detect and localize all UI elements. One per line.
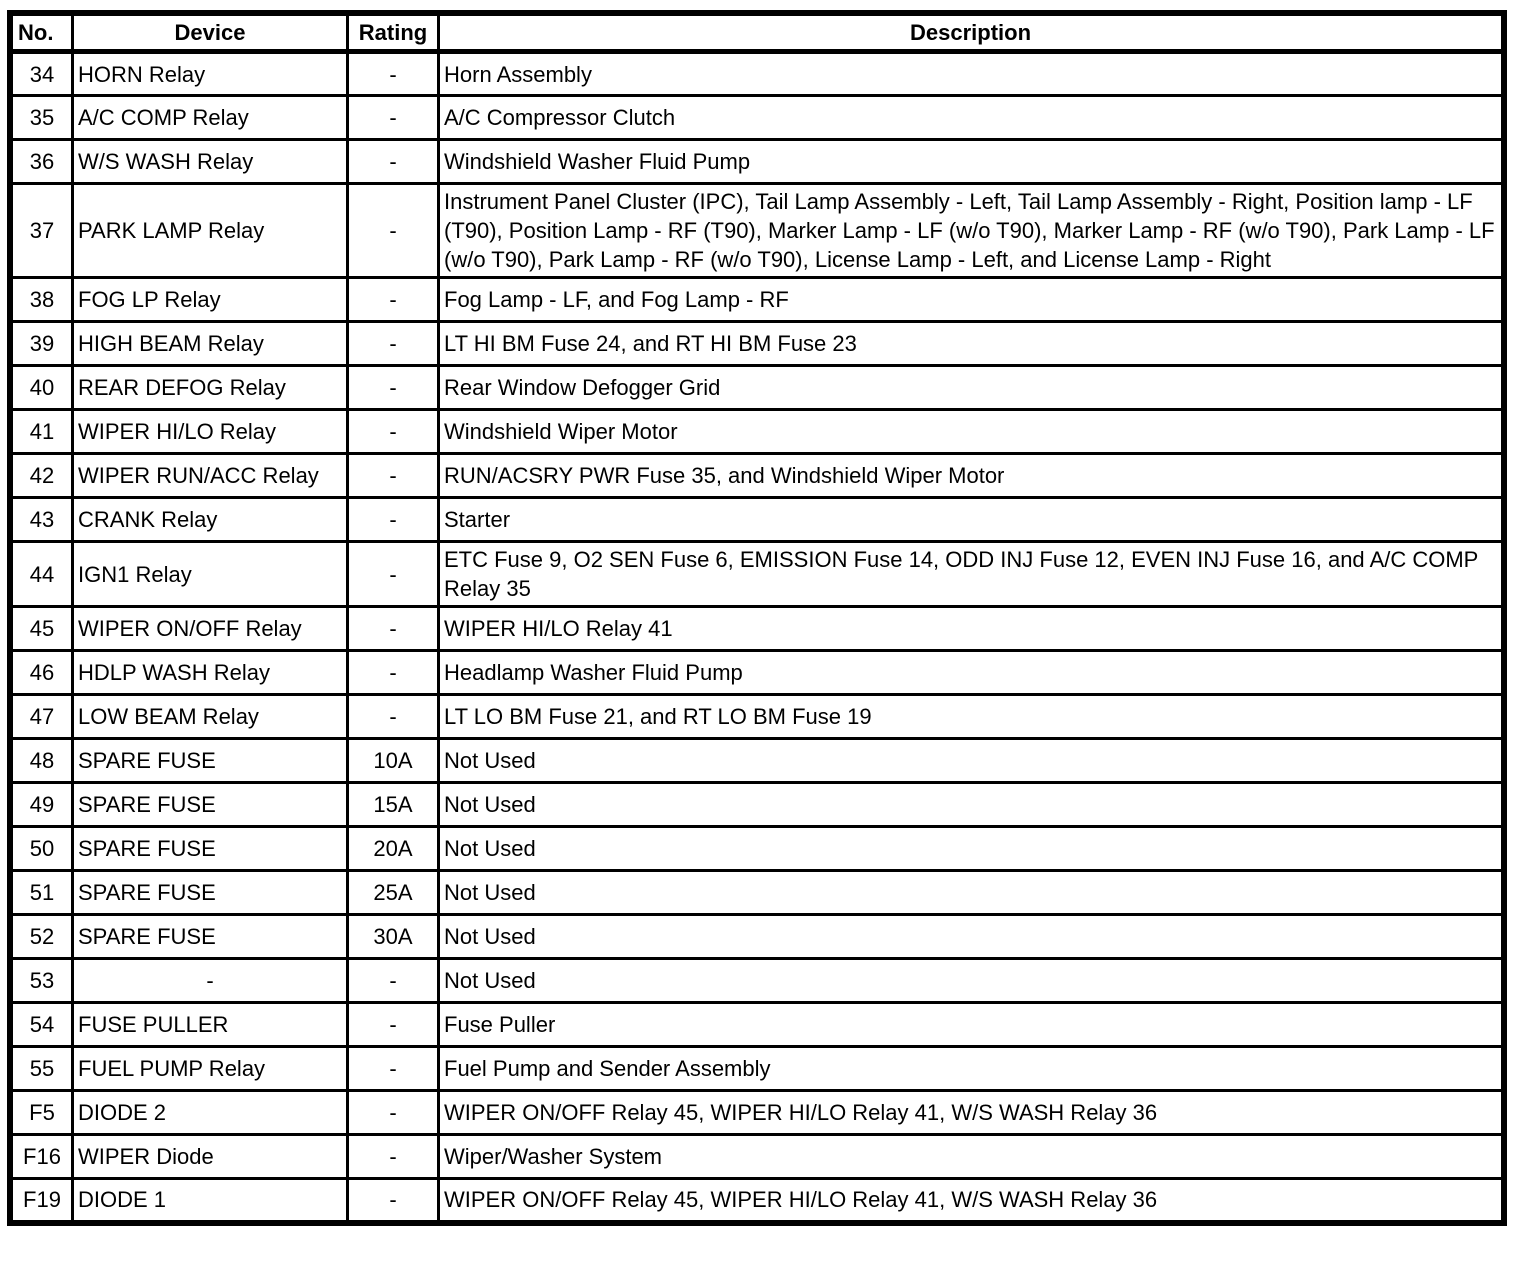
table-row [10, 607, 1504, 651]
cell-device: SPARE FUSE [73, 871, 348, 915]
cell-device: HIGH BEAM Relay [73, 322, 348, 366]
table-row [10, 871, 1504, 915]
cell-device: REAR DEFOG Relay [73, 366, 348, 410]
cell-device: HORN Relay [73, 52, 348, 96]
table-row [10, 827, 1504, 871]
cell-no: 49 [10, 783, 73, 827]
cell-no: F19 [10, 1179, 73, 1223]
cell-device: LOW BEAM Relay [73, 695, 348, 739]
cell-description: WIPER HI/LO Relay 41 [439, 607, 1505, 651]
cell-no: 37 [10, 184, 73, 278]
cell-device: W/S WASH Relay [73, 140, 348, 184]
cell-rating: - [348, 959, 439, 1003]
table-row [10, 278, 1504, 322]
cell-rating: - [348, 140, 439, 184]
table-row [10, 96, 1504, 140]
table-row [10, 1135, 1504, 1179]
cell-no: 52 [10, 915, 73, 959]
cell-no: 41 [10, 410, 73, 454]
table-header [10, 13, 1504, 52]
cell-rating: - [348, 1047, 439, 1091]
cell-rating: - [348, 695, 439, 739]
cell-rating: 20A [348, 827, 439, 871]
cell-device: FUSE PULLER [73, 1003, 348, 1047]
cell-device: WIPER HI/LO Relay [73, 410, 348, 454]
cell-device: SPARE FUSE [73, 827, 348, 871]
cell-rating: - [348, 278, 439, 322]
cell-description: Not Used [439, 959, 1505, 1003]
cell-no: 34 [10, 52, 73, 96]
cell-rating: 15A [348, 783, 439, 827]
header-no: No. [10, 13, 73, 52]
cell-device: SPARE FUSE [73, 739, 348, 783]
header-device: Device [73, 13, 348, 52]
table-row [10, 739, 1504, 783]
fuse-relay-table [7, 10, 1507, 1226]
cell-device: - [73, 959, 348, 1003]
cell-no: 48 [10, 739, 73, 783]
cell-description: RUN/ACSRY PWR Fuse 35, and Windshield Wiper Motor [439, 454, 1505, 498]
table-row [10, 184, 1504, 278]
table-row [10, 52, 1504, 96]
cell-rating: 30A [348, 915, 439, 959]
cell-rating: 10A [348, 739, 439, 783]
cell-device: DIODE 1 [73, 1179, 348, 1223]
header-row [10, 13, 1504, 52]
cell-device: HDLP WASH Relay [73, 651, 348, 695]
cell-no: F16 [10, 1135, 73, 1179]
table-row [10, 651, 1504, 695]
cell-no: 42 [10, 454, 73, 498]
table-row [10, 1091, 1504, 1135]
cell-rating: - [348, 410, 439, 454]
cell-device: A/C COMP Relay [73, 96, 348, 140]
header-rating: Rating [348, 13, 439, 52]
cell-rating: - [348, 96, 439, 140]
cell-description: LT HI BM Fuse 24, and RT HI BM Fuse 23 [439, 322, 1505, 366]
cell-device: DIODE 2 [73, 1091, 348, 1135]
cell-device: PARK LAMP Relay [73, 184, 348, 278]
cell-description: Fuse Puller [439, 1003, 1505, 1047]
table-row [10, 542, 1504, 607]
cell-description: Not Used [439, 915, 1505, 959]
cell-no: 43 [10, 498, 73, 542]
cell-description: A/C Compressor Clutch [439, 96, 1505, 140]
cell-description: LT LO BM Fuse 21, and RT LO BM Fuse 19 [439, 695, 1505, 739]
table-row [10, 783, 1504, 827]
cell-no: 45 [10, 607, 73, 651]
cell-rating: - [348, 498, 439, 542]
table-row [10, 1003, 1504, 1047]
cell-device: WIPER ON/OFF Relay [73, 607, 348, 651]
cell-device: FUEL PUMP Relay [73, 1047, 348, 1091]
cell-description: Instrument Panel Cluster (IPC), Tail Lamp Assembly - Left, Tail Lamp Assembly - Right, Position lamp - LF (T90), Position Lamp - RF (T90), Marker Lamp - LF (w/o T90), Marker Lamp - RF (w/o T90), Park Lamp - LF (w/o T90), Park Lamp - RF (w/o T90), License Lamp - Left, and License Lamp - Right [439, 184, 1505, 278]
cell-description: Rear Window Defogger Grid [439, 366, 1505, 410]
header-description: Description [439, 13, 1505, 52]
cell-rating: - [348, 1003, 439, 1047]
cell-device: IGN1 Relay [73, 542, 348, 607]
cell-no: 53 [10, 959, 73, 1003]
cell-rating: - [348, 1179, 439, 1223]
table-row [10, 322, 1504, 366]
cell-description: Windshield Washer Fluid Pump [439, 140, 1505, 184]
cell-no: 36 [10, 140, 73, 184]
cell-rating: - [348, 651, 439, 695]
table-row [10, 410, 1504, 454]
cell-description: WIPER ON/OFF Relay 45, WIPER HI/LO Relay 41, W/S WASH Relay 36 [439, 1179, 1505, 1223]
table-row [10, 498, 1504, 542]
cell-no: 46 [10, 651, 73, 695]
cell-no: 50 [10, 827, 73, 871]
cell-device: FOG LP Relay [73, 278, 348, 322]
cell-description: Not Used [439, 739, 1505, 783]
cell-description: Headlamp Washer Fluid Pump [439, 651, 1505, 695]
table-row [10, 140, 1504, 184]
cell-rating: - [348, 1135, 439, 1179]
cell-device: CRANK Relay [73, 498, 348, 542]
cell-rating: - [348, 366, 439, 410]
table-row [10, 1179, 1504, 1223]
cell-description: Not Used [439, 783, 1505, 827]
cell-rating: 25A [348, 871, 439, 915]
table-row [10, 366, 1504, 410]
cell-description: ETC Fuse 9, O2 SEN Fuse 6, EMISSION Fuse 14, ODD INJ Fuse 12, EVEN INJ Fuse 16, and A/C COMP Relay 35 [439, 542, 1505, 607]
cell-description: Not Used [439, 827, 1505, 871]
table-row [10, 915, 1504, 959]
cell-rating: - [348, 52, 439, 96]
cell-description: Wiper/Washer System [439, 1135, 1505, 1179]
cell-rating: - [348, 322, 439, 366]
cell-no: 55 [10, 1047, 73, 1091]
cell-description: Windshield Wiper Motor [439, 410, 1505, 454]
table-row [10, 959, 1504, 1003]
cell-no: 38 [10, 278, 73, 322]
cell-description: Fuel Pump and Sender Assembly [439, 1047, 1505, 1091]
cell-no: 35 [10, 96, 73, 140]
cell-device: SPARE FUSE [73, 783, 348, 827]
cell-rating: - [348, 607, 439, 651]
table-row [10, 454, 1504, 498]
cell-description: WIPER ON/OFF Relay 45, WIPER HI/LO Relay 41, W/S WASH Relay 36 [439, 1091, 1505, 1135]
cell-no: 47 [10, 695, 73, 739]
cell-description: Fog Lamp - LF, and Fog Lamp - RF [439, 278, 1505, 322]
cell-rating: - [348, 454, 439, 498]
cell-device: WIPER Diode [73, 1135, 348, 1179]
cell-description: Starter [439, 498, 1505, 542]
cell-description: Horn Assembly [439, 52, 1505, 96]
cell-no: 54 [10, 1003, 73, 1047]
cell-no: 40 [10, 366, 73, 410]
cell-rating: - [348, 1091, 439, 1135]
cell-rating: - [348, 542, 439, 607]
cell-device: SPARE FUSE [73, 915, 348, 959]
cell-rating: - [348, 184, 439, 278]
cell-no: F5 [10, 1091, 73, 1135]
table-row [10, 1047, 1504, 1091]
table-row [10, 695, 1504, 739]
fuse-table-body [10, 52, 1504, 1223]
cell-device: WIPER RUN/ACC Relay [73, 454, 348, 498]
cell-description: Not Used [439, 871, 1505, 915]
cell-no: 51 [10, 871, 73, 915]
cell-no: 44 [10, 542, 73, 607]
cell-no: 39 [10, 322, 73, 366]
